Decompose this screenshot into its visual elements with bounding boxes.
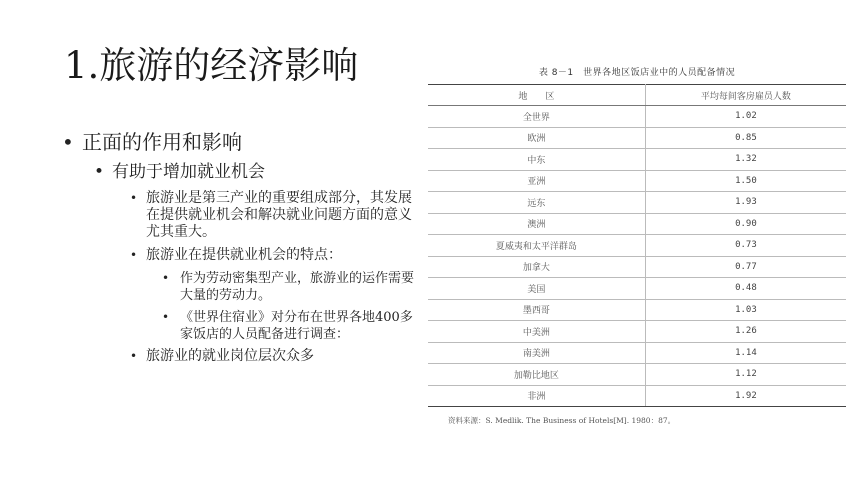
bullet-level3 <box>130 247 424 264</box>
cell-region: 亚洲 <box>428 170 645 192</box>
cell-value: 0.85 <box>645 127 846 149</box>
table-row <box>428 256 846 278</box>
cell-region: 加拿大 <box>428 256 645 278</box>
table-header-row <box>428 85 846 106</box>
table-row <box>428 299 846 321</box>
cell-value: 1.26 <box>645 321 846 343</box>
table-row <box>428 213 846 235</box>
cell-region: 夏威夷和太平洋群岛 <box>428 235 645 257</box>
cell-value: 1.50 <box>645 170 846 192</box>
header-region: 地 区 <box>428 85 645 106</box>
bullet-text: 《世界住宿业》对分布在世界各地400多家饭店的人员配备进行调查： <box>180 310 413 342</box>
bullet-icon: • <box>94 162 105 182</box>
cell-value: 1.93 <box>645 192 846 214</box>
table-source-note: 资料来源：S. Medlik. The Business of Hotels[M]. 1980：87。 <box>448 416 676 425</box>
cell-region: 墨西哥 <box>428 299 645 321</box>
cell-region: 全世界 <box>428 106 645 128</box>
bullet-text: 旅游业是第三产业的重要组成部分，其发展在提供就业机会和解决就业问题方面的意义尤其重大。 <box>146 190 412 240</box>
cell-region: 南美洲 <box>428 342 645 364</box>
staffing-table-figure <box>428 66 846 426</box>
bullet-level3 <box>130 190 424 241</box>
table-row <box>428 342 846 364</box>
bullet-icon: • <box>130 191 138 205</box>
table-caption: 表 8－1 世界各地区饭店业中的人员配备情况 <box>538 68 736 78</box>
table-row <box>428 170 846 192</box>
cell-value: 1.02 <box>645 106 846 128</box>
table-row <box>428 321 846 343</box>
table-row <box>428 106 846 128</box>
cell-region: 澳洲 <box>428 213 645 235</box>
cell-value: 0.90 <box>645 213 846 235</box>
bullet-icon: • <box>130 248 138 262</box>
cell-region: 加勒比地区 <box>428 364 645 386</box>
bullet-level4 <box>162 309 424 343</box>
cell-region: 远东 <box>428 192 645 214</box>
bullet-level2 <box>94 160 424 184</box>
bullet-level1 <box>62 128 424 156</box>
cell-value: 1.92 <box>645 385 846 407</box>
cell-region: 中东 <box>428 149 645 171</box>
cell-region: 中美洲 <box>428 321 645 343</box>
cell-value: 1.03 <box>645 299 846 321</box>
header-value: 平均每间客房雇员人数 <box>645 85 846 106</box>
staffing-table <box>428 84 846 407</box>
cell-region: 非洲 <box>428 385 645 407</box>
table-row <box>428 385 846 407</box>
bullet-text: 旅游业的就业岗位层次众多 <box>146 348 314 364</box>
table-row <box>428 364 846 386</box>
cell-region: 美国 <box>428 278 645 300</box>
cell-value: 0.73 <box>645 235 846 257</box>
bullet-text: 有助于增加就业机会 <box>112 162 265 182</box>
cell-value: 1.12 <box>645 364 846 386</box>
table-row <box>428 192 846 214</box>
bullet-outline <box>62 128 424 371</box>
bullet-icon: • <box>162 310 170 324</box>
bullet-level3 <box>130 348 424 365</box>
table-row <box>428 278 846 300</box>
cell-value: 1.32 <box>645 149 846 171</box>
bullet-text: 作为劳动密集型产业，旅游业的运作需要大量的劳动力。 <box>180 271 415 303</box>
cell-value: 0.48 <box>645 278 846 300</box>
bullet-text: 正面的作用和影响 <box>82 130 242 154</box>
table-row <box>428 235 846 257</box>
table-row <box>428 127 846 149</box>
bullet-level4 <box>162 270 424 304</box>
bullet-text: 旅游业在提供就业机会的特点： <box>146 247 342 263</box>
bullet-icon: • <box>162 271 170 285</box>
bullet-icon: • <box>62 130 74 154</box>
cell-value: 1.14 <box>645 342 846 364</box>
table-row <box>428 149 846 171</box>
bullet-icon: • <box>130 349 138 363</box>
slide-title: 1.旅游的经济影响 <box>64 44 359 87</box>
cell-region: 欧洲 <box>428 127 645 149</box>
cell-value: 0.77 <box>645 256 846 278</box>
